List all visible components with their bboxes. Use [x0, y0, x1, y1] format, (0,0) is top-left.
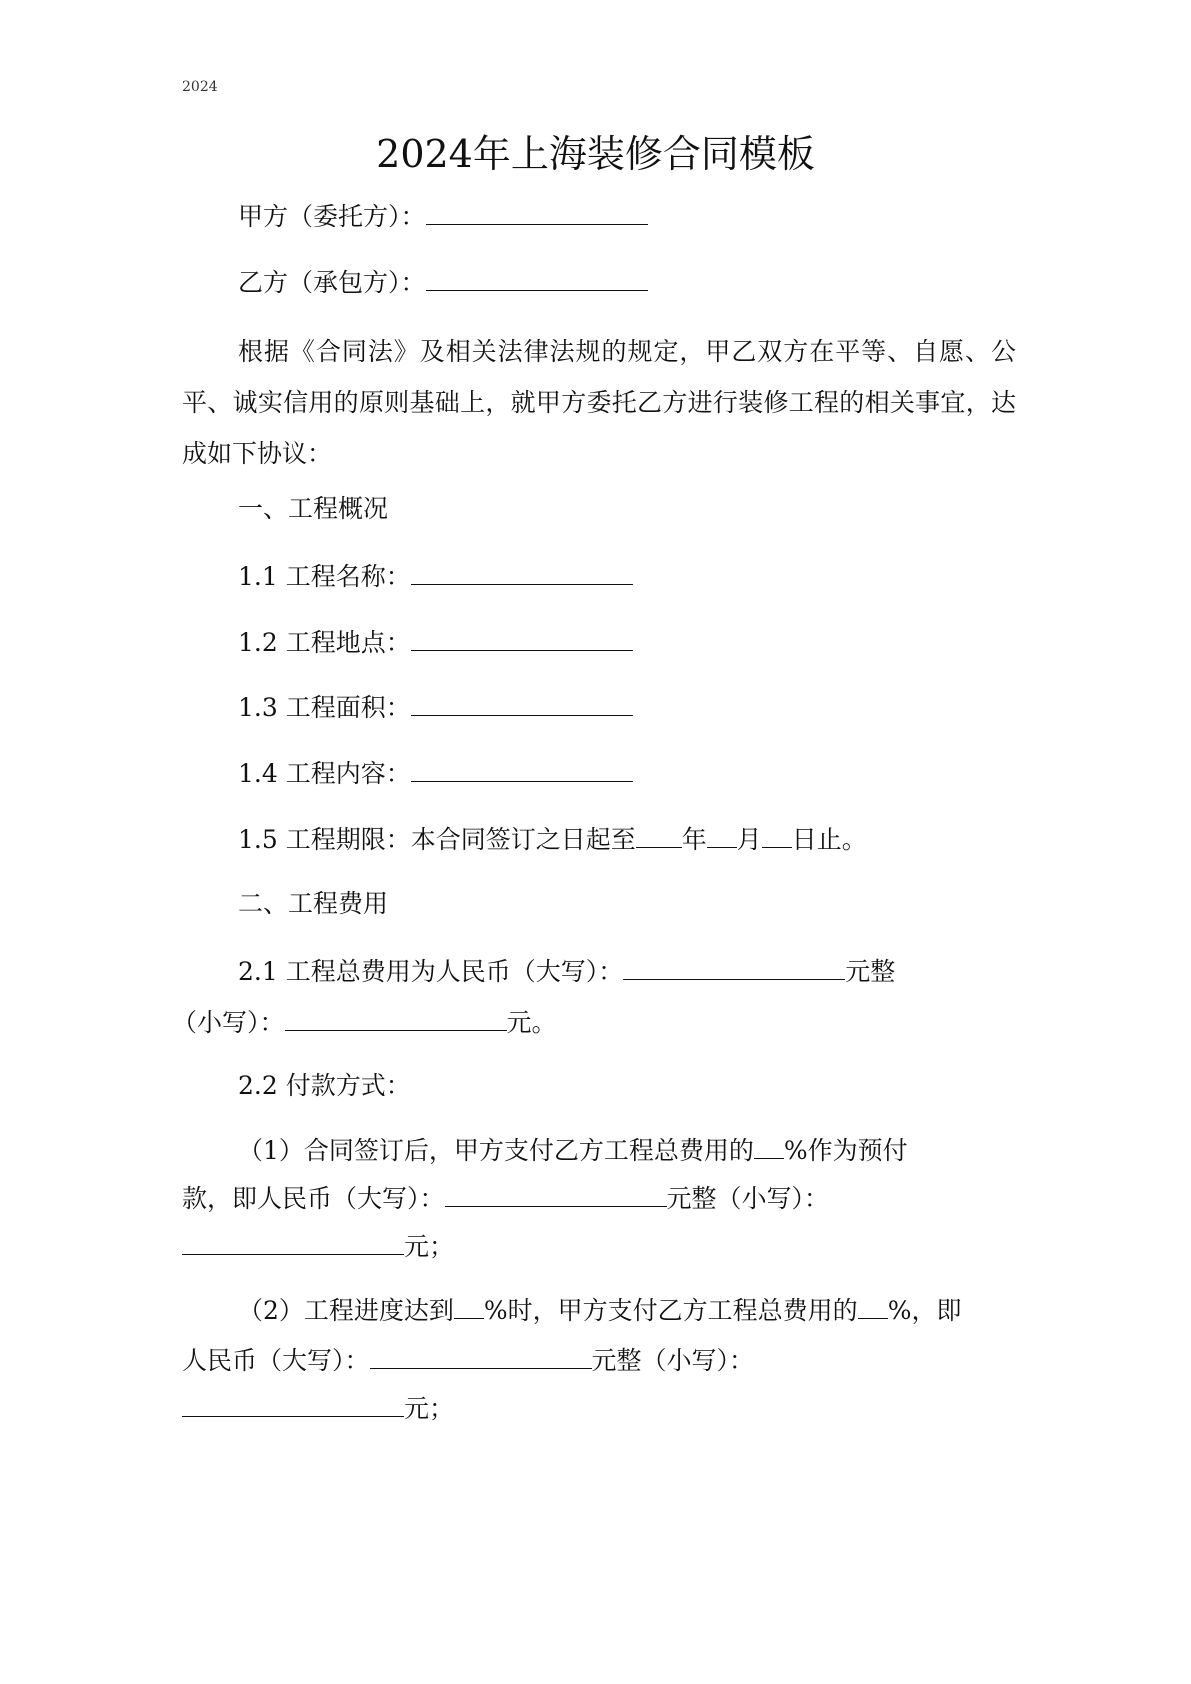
progress-payment-percent-blank[interactable]	[858, 1292, 888, 1319]
item-1-5-line	[238, 821, 867, 858]
payment-1-line2-prefix: 款，即人民币（大写）：	[182, 1184, 445, 1213]
payment-2-line-1	[238, 1292, 961, 1329]
party-a-label: 甲方（委托方）：	[238, 202, 426, 231]
running-header: 2024	[182, 79, 218, 95]
item-1-5-label: 1.5 工程期限：本合同签订之日起至	[238, 825, 636, 854]
project-location-blank[interactable]	[411, 624, 633, 651]
item-1-1-line	[238, 558, 633, 595]
small-amount-label: （小写）：	[172, 1008, 285, 1037]
project-content-blank[interactable]	[411, 755, 633, 782]
payment-2-line2-prefix: 人民币（大写）：	[182, 1346, 370, 1375]
payment-2-mid: %时，甲方支付乙方工程总费用的	[483, 1296, 858, 1325]
party-b-blank[interactable]	[426, 264, 648, 291]
item-2-2-line: 2.2 付款方式：	[238, 1071, 411, 1100]
payment-1-unit-whole: 元整（小写）：	[666, 1184, 830, 1213]
project-area-blank[interactable]	[411, 689, 633, 716]
end-day-blank[interactable]	[762, 821, 792, 848]
total-cost-capital-blank[interactable]	[623, 953, 845, 980]
section-1-heading: 一、工程概况	[238, 494, 389, 523]
payment-1-prefix: （1）合同签订后，甲方支付乙方工程总费用的	[238, 1136, 754, 1165]
payment-1-line-1	[238, 1132, 908, 1169]
page-title: 2024年上海装修合同模板	[376, 132, 815, 176]
payment-1-line-3	[182, 1228, 454, 1265]
party-b-line	[238, 264, 648, 301]
day-label: 日止。	[791, 825, 867, 854]
advance-number-blank[interactable]	[182, 1228, 404, 1255]
section-2-heading: 二、工程费用	[238, 889, 389, 918]
project-name-blank[interactable]	[411, 558, 633, 585]
item-1-4-label: 1.4 工程内容：	[238, 759, 411, 788]
payment-1-unit-end: 元；	[404, 1232, 455, 1261]
item-1-1-label: 1.1 工程名称：	[238, 562, 411, 591]
total-cost-number-blank[interactable]	[285, 1004, 507, 1031]
item-1-4-line	[238, 755, 633, 792]
unit-end-label: 元。	[506, 1008, 557, 1037]
payment-2-line-2	[182, 1342, 754, 1379]
unit-whole-label: 元整	[845, 957, 896, 986]
item-1-2-label: 1.2 工程地点：	[238, 628, 411, 657]
party-b-label: 乙方（承包方）：	[238, 268, 426, 297]
progress-capital-blank[interactable]	[370, 1342, 592, 1369]
payment-2-line-3	[182, 1390, 454, 1427]
item-1-3-line	[238, 689, 633, 726]
end-year-blank[interactable]	[636, 821, 682, 848]
item-1-2-line	[238, 624, 633, 661]
year-label: 年	[681, 825, 707, 854]
advance-percent-blank[interactable]	[754, 1132, 784, 1159]
payment-1-pct-suffix: %作为预付	[783, 1136, 908, 1165]
payment-2-pct-suffix: %，即	[887, 1296, 962, 1325]
payment-2-unit-end: 元；	[404, 1394, 455, 1423]
party-a-blank[interactable]	[426, 198, 648, 225]
item-2-1-line-2	[172, 1004, 557, 1041]
advance-capital-blank[interactable]	[445, 1180, 667, 1207]
progress-percent-blank[interactable]	[454, 1292, 484, 1319]
item-2-1-line	[238, 953, 895, 990]
item-1-3-label: 1.3 工程面积：	[238, 693, 411, 722]
month-label: 月	[736, 825, 762, 854]
payment-2-unit-whole: 元整（小写）：	[591, 1346, 755, 1375]
progress-number-blank[interactable]	[182, 1390, 404, 1417]
payment-1-line-2	[182, 1180, 829, 1217]
preamble-paragraph: 根据《合同法》及相关法律法规的规定，甲乙双方在平等、自愿、公平、诚实信用的原则基础上，就甲方委托乙方进行装修工程的相关事宜，达成如下协议：	[182, 337, 1016, 468]
payment-2-prefix: （2）工程进度达到	[238, 1296, 454, 1325]
party-a-line	[238, 198, 648, 235]
item-2-1-label: 2.1 工程总费用为人民币（大写）：	[238, 957, 624, 986]
end-month-blank[interactable]	[707, 821, 737, 848]
